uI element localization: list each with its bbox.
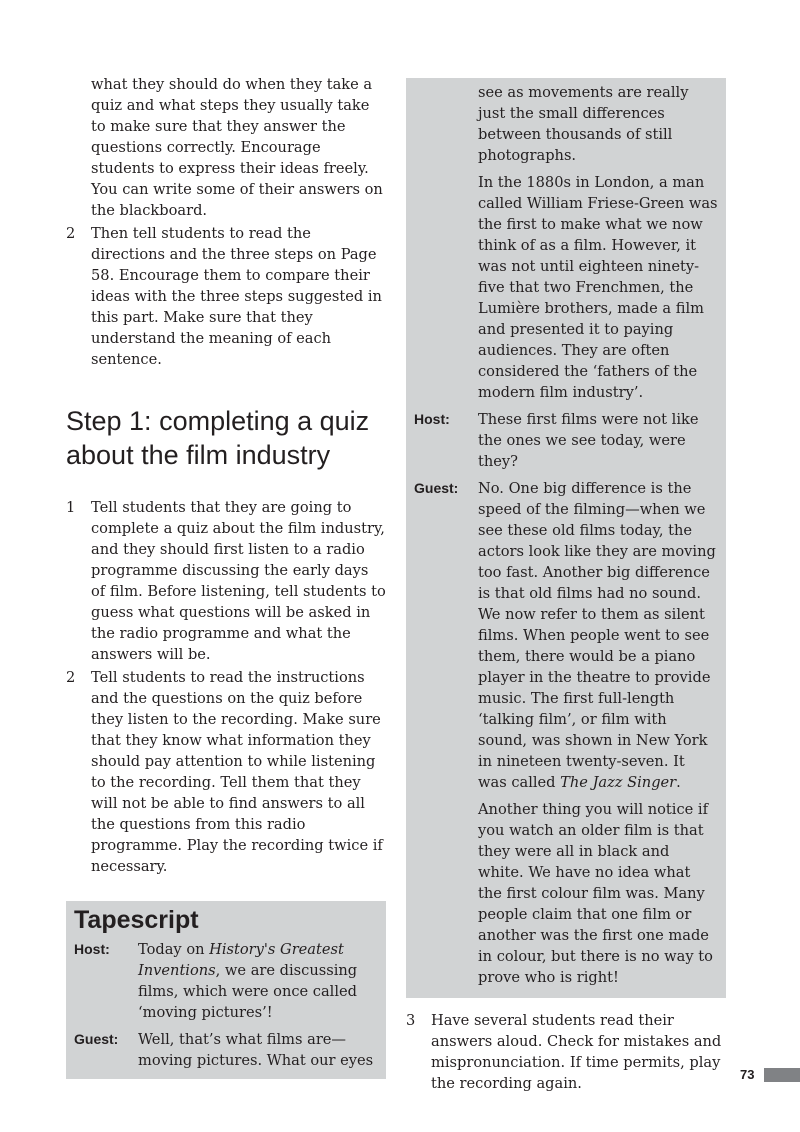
list-item-text: Tell students to read the instructions and the questions on the quiz before they listen to the recording. Make sure that they know what information they should pay attention to while listening to the recording. Tell them that they will not be able to find answers to all the questions from this radio programme. Play the recording twice if necessary. xyxy=(91,669,383,875)
right-column xyxy=(406,78,726,1094)
intro-list-item xyxy=(66,223,386,370)
tapescript-line-host xyxy=(414,409,718,472)
tapescript-text: In the 1880s in London, a man called William Friese-Green was the first to make what we now think of as a film. However, it was not until eighteen ninety-five that two Frenchmen, the Lumière brothers, made a film and presented it to paying audiences. They are often considered the ‘fathers of the modern film industry’. xyxy=(478,174,718,401)
list-number: 1 xyxy=(66,499,76,516)
tapescript-line-host xyxy=(74,939,378,1023)
page-number-bar xyxy=(764,1068,800,1082)
tapescript-line-guest xyxy=(74,1029,378,1071)
programme-title: History's Greatest Inventions xyxy=(138,941,344,979)
page-number: 73 xyxy=(740,1067,755,1082)
tapescript-box xyxy=(66,901,386,1079)
list-number: 3 xyxy=(406,1012,416,1029)
left-column xyxy=(66,74,386,1079)
list-item-text: Tell students that they are going to complete a quiz about the film industry, and they should first listen to a radio programme discussing the early days of film. Before listening, tell students to guess what questions will be asked in the radio programme and what the answers will be. xyxy=(91,499,386,663)
list-number: 2 xyxy=(66,225,76,242)
tapescript-text: Well, that’s what films are—moving pictures. What our eyes xyxy=(138,1031,374,1069)
speaker-label: Guest: xyxy=(414,480,459,496)
step1-list-item xyxy=(66,497,386,665)
step1-list-item xyxy=(406,1010,726,1094)
list-item-text: Then tell students to read the directions and the three steps on Page 58. Encourage them to compare their ideas with the three steps suggested in this part. Make sure that they understand the meaning of each sentence. xyxy=(91,225,382,368)
step-heading: Step 1: completing a quiz about the film industry xyxy=(66,406,370,470)
tapescript-title: Tapescript xyxy=(74,906,199,934)
tapescript-line-guest xyxy=(414,478,718,793)
speaker-label: Guest: xyxy=(74,1031,119,1047)
tapescript-text: No. One big difference is the speed of the filming—when we see these old films today, the actors look like they are moving too fast. Another big difference is that old films had no sound. We now refer to them as silent films. When people went to see them, there would be a piano player in the theatre to provide music. The first full-length ‘talking film’, or film with sound, was shown in New York in nineteen twenty-seven. It was called The Jazz Singer. xyxy=(478,480,716,791)
speaker-label: Host: xyxy=(74,941,110,957)
speaker-label: Host: xyxy=(414,411,450,427)
list-number: 2 xyxy=(66,669,76,686)
tapescript-box-continued xyxy=(406,78,726,998)
tapescript-text: see as movements are really just the small differences between thousands of still photographs. xyxy=(478,84,689,164)
tapescript-text: Another thing you will notice if you watch an older film is that they were all in black and white. We have no idea what the first colour film was. Many people claim that one film or another was the first one made in colour, but there is no way to prove who is right! xyxy=(478,801,713,986)
film-title: The Jazz Singer xyxy=(560,774,677,791)
tapescript-text: Today on History's Greatest Inventions, we are discussing films, which were once called ‘moving pictures’! xyxy=(138,941,358,1021)
intro-continuation: what they should do when they take a quiz and what steps they usually take to make sure that they answer the questions correctly. Encourage students to express their ideas freely. You can write some of their answers on the blackboard. xyxy=(91,76,383,219)
step1-list-item xyxy=(66,667,386,877)
list-item-text: Have several students read their answers aloud. Check for mistakes and mispronunciation. If time permits, play the recording again. xyxy=(431,1012,722,1092)
tapescript-text: These first films were not like the ones we see today, were they? xyxy=(478,411,699,470)
